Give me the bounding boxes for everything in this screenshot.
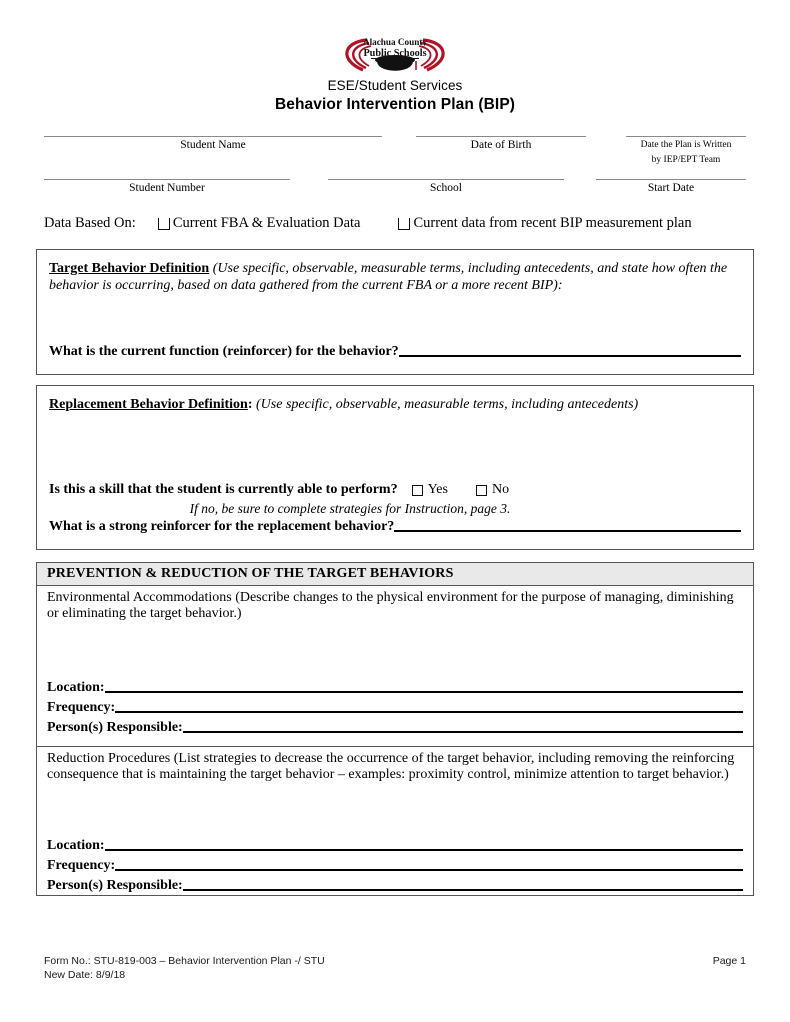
page-title: Behavior Intervention Plan (BIP) [274, 96, 516, 113]
prevention-section-header: PREVENTION & REDUCTION OF THE TARGET BEHAVIORS [37, 563, 753, 586]
empty-checkbox-icon[interactable] [476, 485, 487, 496]
footer-left [44, 954, 325, 982]
target-behavior-lead [49, 260, 741, 294]
replacement-behavior-title: Replacement Behavior Definition [49, 396, 248, 412]
student-number-label: Student Number [129, 182, 205, 194]
page-footer [44, 954, 746, 982]
environmental-person-row[interactable] [47, 720, 743, 736]
environmental-frequency-row[interactable] [47, 700, 743, 716]
school-field[interactable] [328, 179, 564, 195]
reduction-frequency-input[interactable] [115, 869, 743, 871]
target-behavior-box [36, 249, 754, 375]
reduction-person-input[interactable] [183, 889, 743, 891]
reduction-person-row[interactable] [47, 878, 743, 894]
replacement-behavior-bottom [49, 482, 741, 535]
target-behavior-function-input[interactable] [399, 355, 741, 357]
skill-answer-no[interactable] [476, 482, 509, 498]
skill-answer-yes[interactable] [412, 482, 448, 498]
date-of-birth-label: Date of Birth [470, 139, 532, 151]
date-plan-written-field[interactable] [626, 136, 746, 166]
empty-checkbox-icon[interactable] [412, 485, 423, 496]
svg-text:Alachua County: Alachua County [362, 37, 428, 47]
reduction-lead [47, 751, 743, 784]
target-behavior-function-row[interactable] [49, 344, 741, 360]
spacer [586, 136, 626, 166]
district-logo [0, 0, 790, 76]
data-based-on-option-bip-label: Current data from recent BIP measurement plan [413, 214, 692, 231]
skill-answer-no-label: No [491, 481, 510, 497]
instruction-note: If no, be sure to complete strategies for Instruction, page 3. [189, 500, 511, 516]
reduction-frequency-label: Frequency: [47, 857, 116, 873]
svg-text:Public Schools: Public Schools [363, 48, 427, 59]
prevention-reduction-section [36, 562, 754, 896]
empty-checkbox-icon[interactable] [398, 218, 410, 230]
spacer [564, 179, 596, 195]
reduction-location-input[interactable] [105, 849, 743, 851]
student-name-field[interactable] [44, 136, 382, 166]
skill-question-label: Is this a skill that the student is currently able to perform? [49, 481, 398, 497]
data-based-on-option-bip[interactable] [398, 215, 691, 232]
date-of-birth-field[interactable] [416, 136, 586, 166]
environmental-title: Environmental Accommodations [47, 589, 232, 605]
reduction-title: Reduction Procedures [47, 750, 171, 766]
student-number-field[interactable] [44, 179, 290, 195]
field-row-1 [44, 136, 746, 166]
environmental-location-row[interactable] [47, 680, 743, 696]
spacer [290, 179, 328, 195]
data-based-on-label: Data Based On: [44, 214, 136, 231]
spacer [382, 136, 416, 166]
footer-page-number: Page 1 [712, 955, 746, 967]
reduction-fields [47, 838, 743, 898]
footer-new-date: New Date: 8/9/18 [44, 969, 126, 981]
school-label: School [430, 182, 462, 194]
student-name-label: Student Name [180, 139, 246, 151]
reduction-location-row[interactable] [47, 838, 743, 854]
replacement-behavior-description: (Use specific, observable, measurable terms, including antecedents) [252, 396, 639, 412]
date-plan-written-label-line2: by IEP/EPT Team [651, 154, 721, 165]
target-behavior-title: Target Behavior Definition [49, 260, 210, 276]
skill-answer-yes-label: Yes [427, 481, 448, 497]
reduction-location-label: Location: [47, 837, 105, 853]
logo-graphic [333, 30, 457, 76]
reduction-frequency-row[interactable] [47, 858, 743, 874]
environmental-fields [47, 680, 743, 740]
reduction-procedures-block [37, 746, 753, 904]
environmental-accommodations-block [37, 586, 753, 746]
skill-question-row [49, 482, 741, 498]
header-subtitle: ESE/Student Services [327, 78, 463, 93]
target-behavior-description: (Use specific, observable, measurable terms, including antecedents, and state how often the behavior is occurring, based on data gathered from the current FBA or a more recent BIP): [49, 260, 728, 293]
data-based-on-option-fba-label: Current FBA & Evaluation Data [172, 214, 361, 231]
replacement-behavior-title-suffix: : [247, 396, 253, 412]
replacement-behavior-box [36, 385, 754, 550]
date-plan-written-label-line1: Date the Plan is Written [640, 140, 732, 150]
environmental-frequency-input[interactable] [115, 711, 743, 713]
data-based-on-option-fba[interactable] [158, 215, 361, 232]
environmental-person-input[interactable] [183, 731, 743, 733]
reduction-person-label: Person(s) Responsible: [47, 877, 183, 893]
replacement-behavior-lead [49, 396, 741, 413]
footer-form-no: Form No.: STU-819-003 – Behavior Intervention Plan -/ STU [44, 955, 325, 967]
start-date-field[interactable] [596, 179, 746, 195]
reinforcer-question-input[interactable] [394, 530, 741, 532]
environmental-location-input[interactable] [105, 691, 743, 693]
environmental-location-label: Location: [47, 679, 105, 695]
environmental-frequency-label: Frequency: [47, 699, 116, 715]
start-date-label: Start Date [647, 182, 695, 194]
target-behavior-function-label: What is the current function (reinforcer) for the behavior? [49, 343, 399, 359]
identification-fields [44, 136, 746, 195]
reinforcer-question-row[interactable] [49, 519, 741, 535]
environmental-description: (Describe changes to the physical environment for the purpose of managing, diminishing or eliminating the target behavior.) [47, 589, 734, 621]
reduction-description: (List strategies to decrease the occurrence of the target behavior, including removing the reinforcing consequence that is maintaining the target behavior – examples: proximity control, minimize attention to target behavior.) [47, 750, 735, 782]
environmental-lead [47, 590, 743, 623]
field-row-2 [44, 179, 746, 195]
data-based-on-row [44, 215, 746, 232]
reinforcer-question-label: What is a strong reinforcer for the replacement behavior? [49, 518, 395, 534]
environmental-person-label: Person(s) Responsible: [47, 719, 183, 735]
empty-checkbox-icon[interactable] [158, 218, 170, 230]
